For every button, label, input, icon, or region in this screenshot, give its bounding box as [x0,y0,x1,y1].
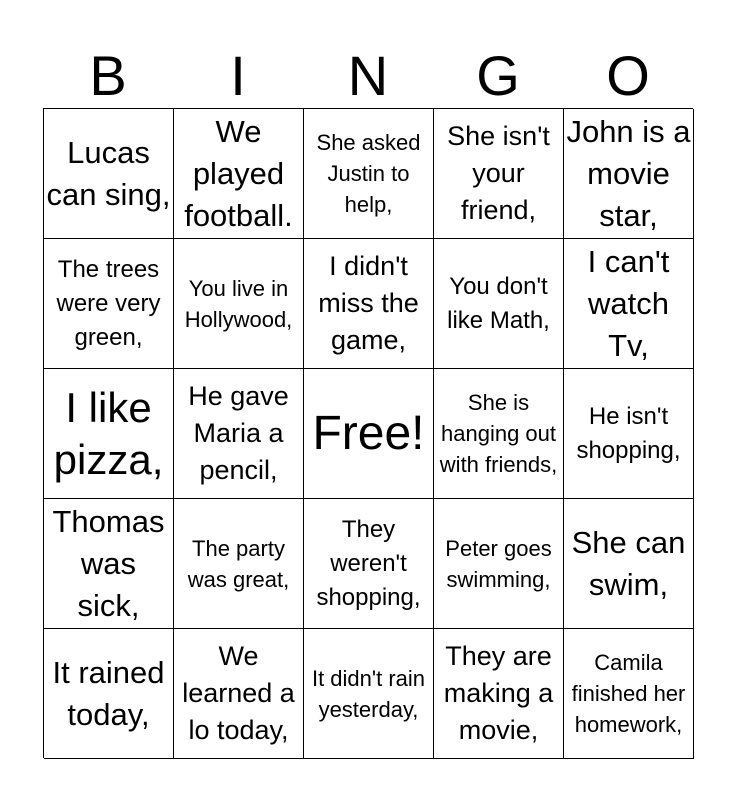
header-letter-b: B [89,44,127,107]
bingo-cell [174,239,304,369]
cell-text: He gave Maria a pencil, [188,381,289,485]
bingo-cell [434,369,564,499]
bingo-cell [44,499,174,629]
bingo-cell [564,499,694,629]
cell-text: We learned a lo today, [182,641,295,745]
bingo-cell [44,369,174,499]
bingo-cell [174,109,304,239]
header-letter-i: I [230,44,246,107]
cell-text: The party was great, [187,535,290,592]
bingo-cell [564,629,694,759]
free-space-cell [304,369,434,499]
bingo-cell [434,239,564,369]
header-letter-n: N [347,44,389,107]
cell-text: Camila finished her homework, [571,650,686,737]
header-letter-g: G [476,44,520,107]
cell-text: Lucas can sing, [46,134,171,212]
cell-text: She isn't your friend, [447,121,550,225]
bingo-header [43,46,693,106]
cell-text: I like pizza, [53,383,164,483]
cell-text: It didn't rain yesterday, [311,665,426,722]
bingo-cell [44,629,174,759]
header-letter-o: O [606,44,650,107]
bingo-cell [44,109,174,239]
cell-text: I can't watch Tv, [587,243,670,363]
cell-text: You live in Hollywood, [184,275,293,332]
bingo-cell [304,109,434,239]
cell-text: They weren't shopping, [316,515,421,611]
free-space-text: Free! [312,406,425,460]
cell-text: You don't like Math, [447,272,550,334]
bingo-cell [434,109,564,239]
cell-text: They are making a movie, [443,641,554,745]
cell-text: I didn't miss the game, [318,251,419,355]
bingo-cell [564,369,694,499]
cell-text: John is a movie star, [566,113,691,233]
cell-text: Thomas was sick, [52,503,165,623]
bingo-cell [304,499,434,629]
cell-text: She asked Justin to help, [316,130,421,217]
bingo-cell [174,499,304,629]
bingo-cell [564,239,694,369]
bingo-cell [564,109,694,239]
cell-text: Peter goes swimming, [445,535,552,592]
cell-text: She is hanging out with friends, [439,390,558,477]
bingo-cell [434,629,564,759]
bingo-cell [174,369,304,499]
cell-text: The trees were very green, [56,255,161,351]
bingo-cell [304,239,434,369]
bingo-grid [43,108,693,758]
bingo-cell [174,629,304,759]
cell-text: It rained today, [52,654,165,732]
cell-text: He isn't shopping, [576,402,681,464]
cell-text: She can swim, [571,524,686,602]
bingo-cell [44,239,174,369]
bingo-cell [304,629,434,759]
bingo-cell [434,499,564,629]
cell-text: We played football. [184,113,293,233]
